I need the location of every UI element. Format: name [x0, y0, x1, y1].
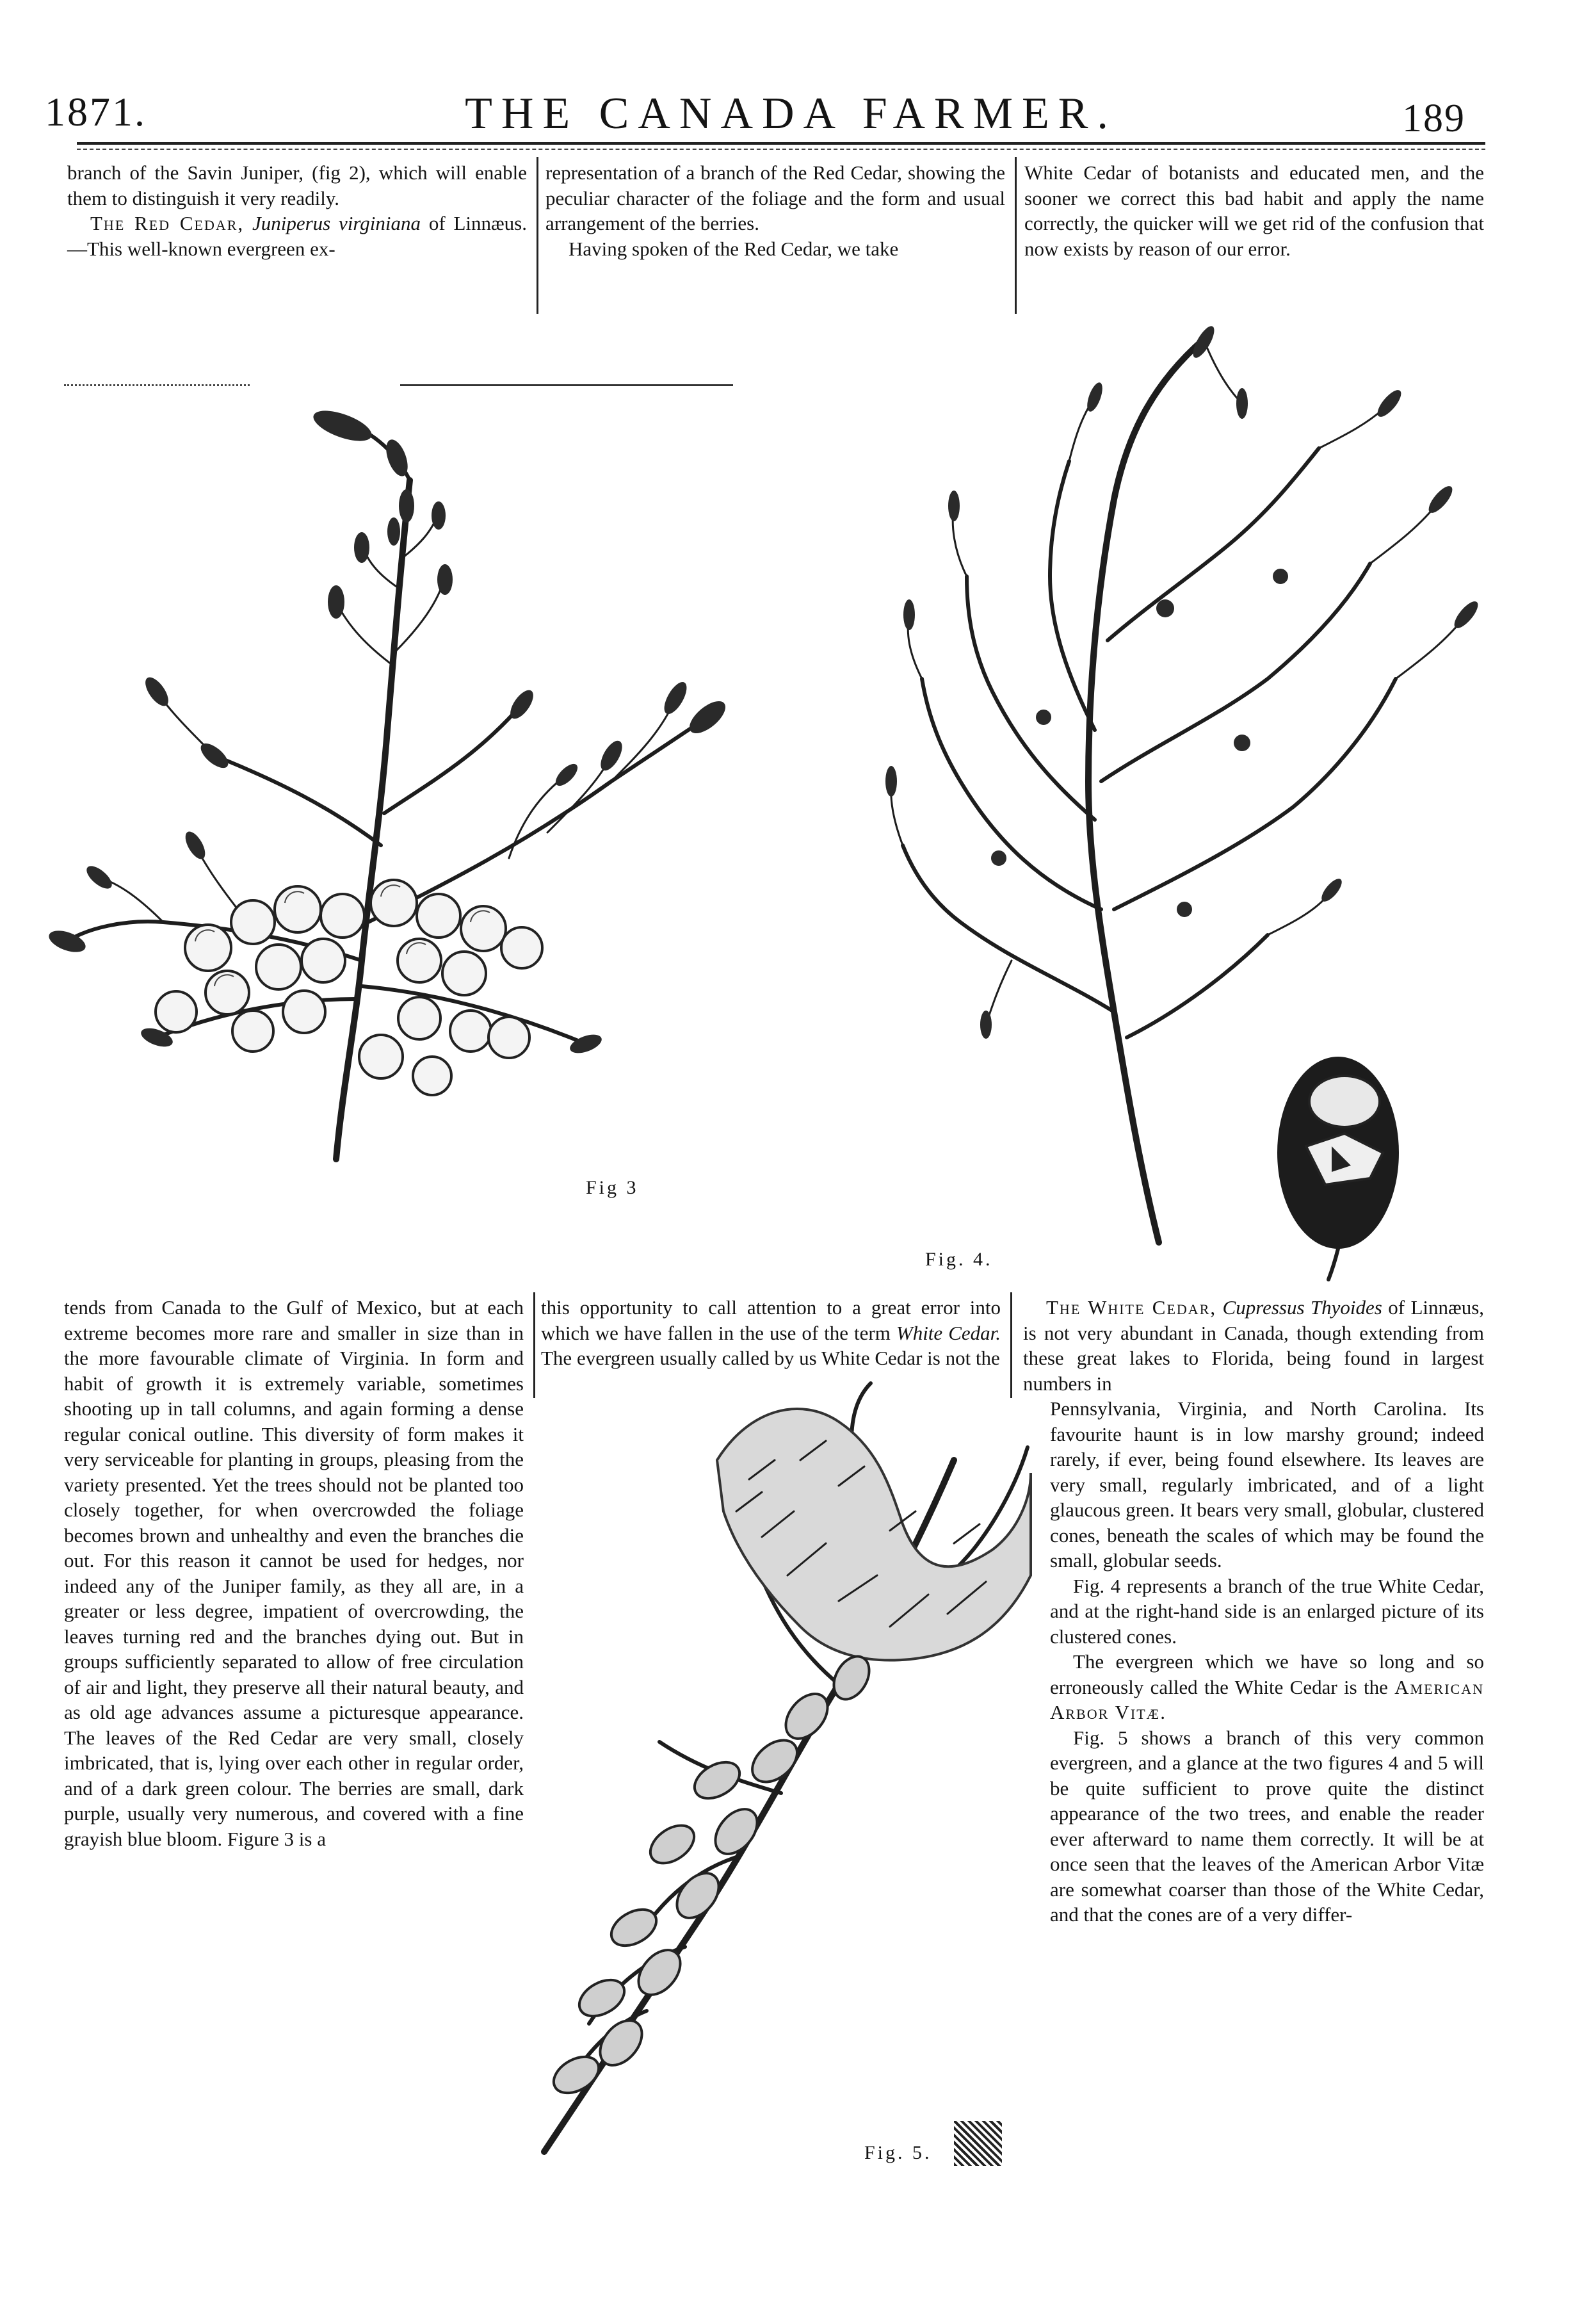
red-cedar-latin-name: Juniperus virginiana	[252, 212, 421, 234]
top-col2-paragraph-1: representation of a branch of the Red Cedar, showing the peculiar character of the foliage and the form and usual arrangement of the berries.	[545, 161, 1005, 234]
top-column-divider-1	[537, 157, 538, 314]
top-col2-paragraph-2: Having spoken of the Red Cedar, we take	[569, 237, 899, 260]
american-arbor-vitae-term: American Arbor Vitæ.	[1050, 1675, 1484, 1723]
bottom-column-3-top	[1023, 1295, 1484, 1396]
fig5-caption: Fig. 5.	[864, 2142, 932, 2163]
top-col1-paragraph-2	[67, 211, 527, 261]
fig3-top-rule-left	[64, 384, 250, 386]
bottom-column-3-body	[1050, 1396, 1484, 1928]
fig4-caption: Fig. 4.	[925, 1249, 993, 1270]
bottom-col3-paragraph-1b: Pennsylvania, Virginia, and North Carolina. Its favourite haunt is in low marshy ground; indeed rarely, if ever, being found elsewhere. Its leaves are very small, regularly imbricated, and of a light glaucous green. It bears very small, globular, clustered cones, beneath the scales of which may be found the small, globular seeds.	[1050, 1397, 1484, 1572]
header-rule	[77, 142, 1485, 145]
bottom-col3-text-a: of Linnæus, is not very abundant in Canada, though extending from these great lakes to Florida, being found in largest numbers in	[1023, 1296, 1485, 1395]
header-rule-dashed	[77, 149, 1485, 150]
fig4-white-cedar-illustration	[884, 333, 1492, 1281]
fig3-red-cedar-illustration	[61, 397, 759, 1185]
top-col3-paragraph-1: White Cedar of botanists and educated men, and the sooner we correct this bad habit and apply the name correctly, the quicker will we get rid of the confusion that now exists by reason of our error.	[1024, 161, 1484, 260]
engraver-mark	[954, 2121, 1002, 2166]
bottom-col1-paragraph-1: tends from Canada to the Gulf of Mexico, but at each extreme becomes more rare and smaller in size than in the more favourable climate of Virginia. In form and habit of growth it is extremely variable, sometimes shooting up in tall columns, and again forming a dense regular conical outline. This diversity of form makes it very serviceable for planting in groups, pleasing from the variety presented. Yet the trees should not be planted too closely together, for when overcrowded the foliage becomes brown and unhealthy and even the branches die out. For this reason it cannot be used for hedges, nor indeed any of the Juniper family, as they all are, in a greater or less degree, impatient of overcrowding, the leaves turning red and the branches dying out. But in groups sufficiently separated to allow of free circulation of air and light, they preserve all their natural beauty, and as old age advances assume a picturesque appearance. The leaves of the Red Cedar are very small, closely imbricated, that is, lying over each other in regular order, and of a dark green colour. The berries are small, dark purple, usually very numerous, and covered with a fine grayish blue bloom. Figure 3 is a	[64, 1296, 524, 1850]
bottom-col3-paragraph-1a	[1023, 1295, 1484, 1396]
issue-year: 1871.	[45, 89, 147, 134]
bottom-col3-paragraph-3	[1050, 1649, 1484, 1725]
bottom-column-divider-2	[1010, 1292, 1012, 1398]
top-col1-paragraph-1: branch of the Savin Juniper, (fig 2), which will enable them to distinguish it very readily.	[67, 161, 527, 209]
page-number: 189	[1402, 97, 1465, 140]
top-col1-paragraph-2-rest: of Linnæus.—This well-known evergreen ex-	[67, 212, 527, 260]
bottom-column-2	[541, 1295, 1001, 1371]
bottom-col2-text-a: this opportunity to call attention to a great error into which we have fallen in the use of the term	[541, 1296, 1001, 1344]
enlarged-cone-cluster	[1277, 1057, 1399, 1280]
white-cedar-term: White Cedar.	[896, 1321, 1001, 1344]
bottom-col2-paragraph-1	[541, 1295, 1001, 1371]
bottom-column-1	[64, 1295, 524, 1851]
red-cedar-heading: The Red Cedar,	[90, 212, 245, 234]
bottom-col3-paragraph-4: Fig. 5 shows a branch of this very common evergreen, and a glance at the two figures 4 and 5 will be quite sufficient to prove quite the distinct appearance of the two trees, and enable the reader ever afterward to name them correctly. It will be at once seen that the leaves of the American Arbor Vitæ are somewhat coarser than those of the White Cedar, and that the cones are of a very differ-	[1050, 1726, 1484, 1926]
masthead-title: THE CANADA FARMER.	[465, 89, 1117, 138]
fig3-caption: Fig 3	[586, 1177, 639, 1198]
fig3-top-rule-right	[400, 384, 733, 386]
top-column-2	[545, 160, 1005, 261]
bottom-col3-paragraph-2: Fig. 4 represents a branch of the true White Cedar, and at the right-hand side is an enlarged picture of its clustered cones.	[1050, 1574, 1484, 1648]
top-column-divider-2	[1015, 157, 1017, 314]
top-column-1	[67, 160, 527, 261]
white-cedar-latin-name: Cupressus Thyoides	[1222, 1296, 1382, 1319]
top-column-3	[1024, 160, 1484, 261]
fig5-arbor-vitae-illustration	[506, 1383, 1037, 2171]
bottom-col3-text-p3: The evergreen which we have so long and so erroneously called the White Cedar is the	[1050, 1650, 1484, 1698]
bottom-col2-text-b: The evergreen usually called by us White Cedar is not the	[541, 1347, 1000, 1369]
white-cedar-heading: The White Cedar,	[1046, 1296, 1217, 1319]
bottom-column-divider-1	[533, 1292, 535, 1398]
